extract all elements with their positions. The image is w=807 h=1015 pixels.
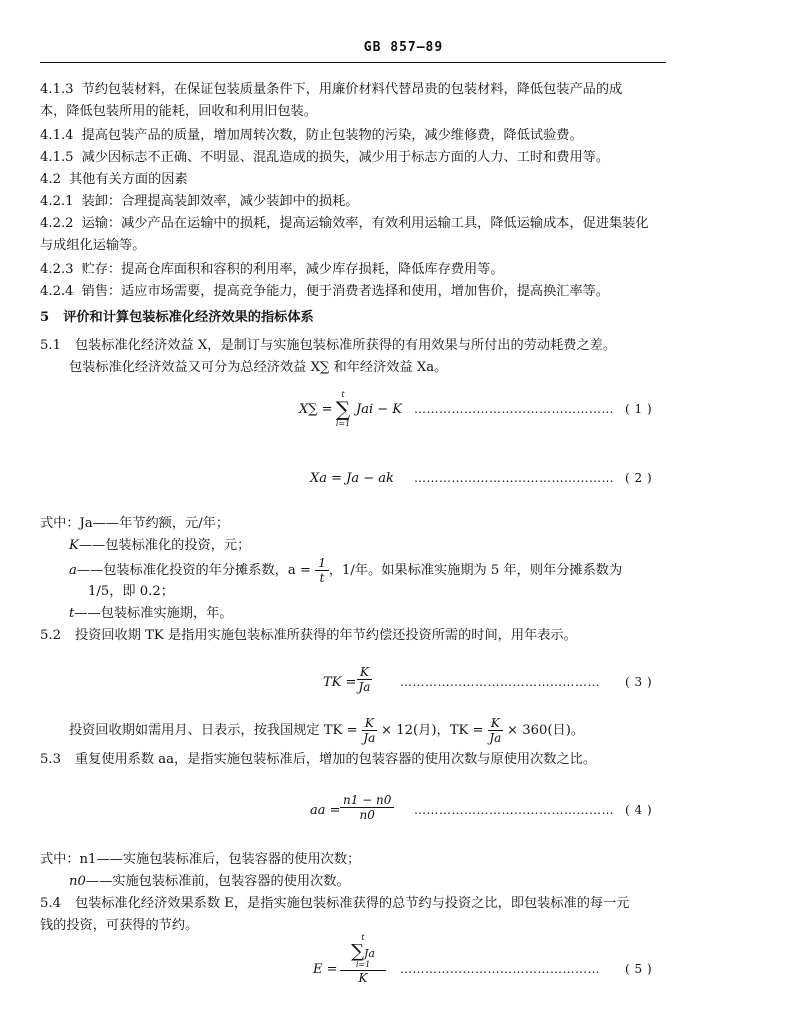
eq3-number: ( 3 ) (625, 675, 653, 689)
where-text: 1/5，即 0.2； (88, 584, 174, 599)
para-text: 节约包装材料，在保证包装质量条件下，用廉价材料代替昂贵的包装材料，降低包装产品的成 (81, 82, 623, 97)
eq2-number: ( 2 ) (625, 471, 653, 485)
para-4-2-2 (40, 214, 670, 234)
where-text: ，1/年。如果标准实施期为 5 年，则年分摊系数为 (328, 563, 623, 578)
eq5-frac (340, 934, 386, 985)
where-label: a (69, 563, 77, 578)
para-number: 4.2.2 (40, 216, 74, 231)
para-number: 5.3 (40, 752, 61, 767)
frac-numerator: K (488, 716, 503, 731)
where-label: n0 (69, 874, 86, 889)
section-number: 5 (40, 310, 50, 325)
para-number: 5.1 (40, 338, 61, 353)
para-text: 装卸：合理提高装卸效率，减少装卸中的损耗。 (81, 194, 359, 209)
eq3-lhs: TK = (323, 675, 357, 690)
para-number: 4.2.3 (40, 262, 74, 277)
para-text: 减少因标志不正确、不明显、混乱造成的损失，减少用于标志方面的人力、工时和费用等。 (81, 150, 610, 165)
eq1-term: Jai − K (356, 402, 402, 417)
sum-term: Ja (363, 947, 375, 960)
para-text: 提高包装产品的质量，增加周转次数，防止包装物的污染，减少维修费，降低试验费。 (81, 128, 583, 143)
where-label: K (69, 538, 79, 553)
para-number: 4.2.4 (40, 284, 74, 299)
where-text: ——实施包装标准前，包装容器的使用次数。 (85, 874, 350, 889)
para-text: 重复使用系数 aa，是指实施包装标准后，增加的包装容器的使用次数与原使用次数之比。 (74, 752, 597, 767)
where-text: ——年节约额，元/年； (92, 516, 230, 531)
section-5-title (40, 308, 670, 328)
para-text: 钱的投资，可获得的节约。 (40, 918, 199, 933)
where2-n1 (40, 850, 670, 870)
eq3-leader: ………………………………………… (400, 675, 600, 689)
frac-numerator: n1 − n0 (340, 793, 394, 808)
sum-upper: t (361, 933, 365, 942)
frac-numerator: K (362, 716, 377, 731)
eq4-frac (340, 793, 394, 822)
where1-ja (40, 514, 670, 534)
para-number: 4.2.1 (40, 194, 74, 209)
eq1-sum (332, 390, 354, 428)
where-text: ——包装标准化投资的年分摊系数，a = (76, 563, 311, 578)
para-4-1-4 (40, 126, 670, 146)
where-text: ——包装标准化的投资，元； (78, 538, 251, 553)
where2-n0 (69, 872, 699, 892)
eq4-lhs: aa = (310, 803, 341, 818)
eq4-number: ( 4 ) (625, 803, 653, 817)
para-4-2-3 (40, 260, 670, 280)
eq5-denominator: K (358, 971, 368, 985)
para-4-2 (40, 170, 670, 190)
where1-k (69, 536, 699, 556)
frac-denominator: Ja (363, 731, 376, 745)
para-text: 包装标准化经济效益又可分为总经济效益 X∑ 和年经济效益 Xa。 (69, 360, 448, 375)
para-text: 与成组化运输等。 (40, 238, 146, 253)
para-text: 包装标准化经济效果系数 E，是指实施包装标准获得的总节约与投资之比，即包装标准的每一元 (74, 896, 630, 911)
para-4-2-4 (40, 282, 670, 302)
eq4-leader: ………………………………………… (414, 803, 614, 817)
sum-lower: i=1 (355, 960, 371, 969)
para-4-2-1 (40, 192, 670, 212)
eq3-frac (357, 665, 372, 694)
frac-denominator: Ja (358, 680, 371, 694)
frac-denominator: Ja (489, 731, 502, 745)
para-number: 4.1.5 (40, 150, 74, 165)
eq5-lhs: E = (313, 962, 338, 977)
where-label: 式中：n1 (40, 852, 97, 867)
sigma-symbol: ∑ (351, 941, 364, 962)
eq1-lhs: X∑ = (299, 402, 333, 417)
para-5-4-cont (40, 916, 670, 936)
para-4-1-3-cont (40, 102, 670, 122)
para-5-1-line2 (69, 358, 699, 378)
para-4-1-5 (40, 148, 670, 168)
frac-numerator: K (357, 665, 372, 680)
sigma-symbol: ∑ (335, 397, 351, 421)
frac-1-over-t (315, 556, 329, 585)
para-4-1-3 (40, 80, 670, 100)
frac-k-ja (362, 716, 377, 745)
page-header: GB 857—89 (363, 40, 444, 55)
para-4-2-2-cont (40, 236, 670, 256)
where-text: ——包装标准实施期，年。 (74, 606, 233, 621)
eq5-leader: ………………………………………… (400, 962, 600, 976)
para-number: 4.1.4 (40, 128, 74, 143)
para-text: × 12(月)，TK = (381, 723, 484, 738)
where-text: ——实施包装标准后，包装容器的使用次数； (96, 852, 361, 867)
para-5-1 (40, 336, 670, 356)
header-rule (40, 62, 666, 63)
eq5-number: ( 5 ) (625, 962, 653, 976)
eq5-numerator (340, 934, 386, 971)
eq1-number: ( 1 ) (625, 402, 653, 416)
para-text: 销售：适应市场需要，提高竞争能力，便于消费者选择和使用，增加售价，提高换汇率等。 (81, 284, 610, 299)
para-5-2 (40, 626, 670, 646)
frac-denominator: n0 (359, 808, 375, 822)
para-5-3 (40, 750, 670, 770)
section-title-text: 评价和计算包装标准化经济效果的指标体系 (63, 310, 314, 325)
para-text: 其他有关方面的因素 (68, 172, 188, 187)
para-5-4 (40, 894, 670, 914)
where1-a-cont (88, 582, 718, 602)
sum-upper: t (341, 390, 345, 399)
para-number: 4.1.3 (40, 82, 74, 97)
where-label: 式中：Ja (40, 516, 93, 531)
para-number: 5.4 (40, 896, 61, 911)
where-label: t (69, 606, 75, 621)
para-text: 包装标准化经济效益 X，是制订与实施包装标准所获得的有用效果与所付出的劳动耗费之差。 (74, 338, 617, 353)
para-text: × 360(日)。 (506, 723, 585, 738)
where1-t (69, 604, 699, 624)
para-number: 4.2 (40, 172, 61, 187)
para-number: 5.2 (40, 628, 61, 643)
para-text: 投资回收期 TK 是指用实施包装标准所获得的年节约偿还投资所需的时间，用年表示。 (74, 628, 577, 643)
frac-k-ja-2 (488, 716, 503, 745)
para-text: 本，降低包装所用的能耗，回收和利用旧包装。 (40, 104, 317, 119)
eq2-expr: Xa = Ja − ak (310, 471, 394, 486)
sum-lower: i=1 (335, 419, 351, 428)
eq2-leader: ………………………………………… (414, 471, 614, 485)
para-text: 贮存：提高仓库面积和容积的利用率，减少库存损耗，降低库存费用等。 (81, 262, 504, 277)
para-text: 运输：减少产品在运输中的损耗，提高运输效率，有效利用运输工具，降低运输成本，促进集装化 (81, 216, 649, 231)
para-text: 投资回收期如需用月、日表示，按我国规定 TK = (69, 723, 358, 738)
frac-numerator: 1 (315, 556, 329, 571)
para-5-2-cont (69, 716, 699, 745)
where1-a (69, 556, 699, 585)
frac-denominator: t (319, 571, 325, 585)
eq1-leader: ………………………………………… (414, 402, 614, 416)
